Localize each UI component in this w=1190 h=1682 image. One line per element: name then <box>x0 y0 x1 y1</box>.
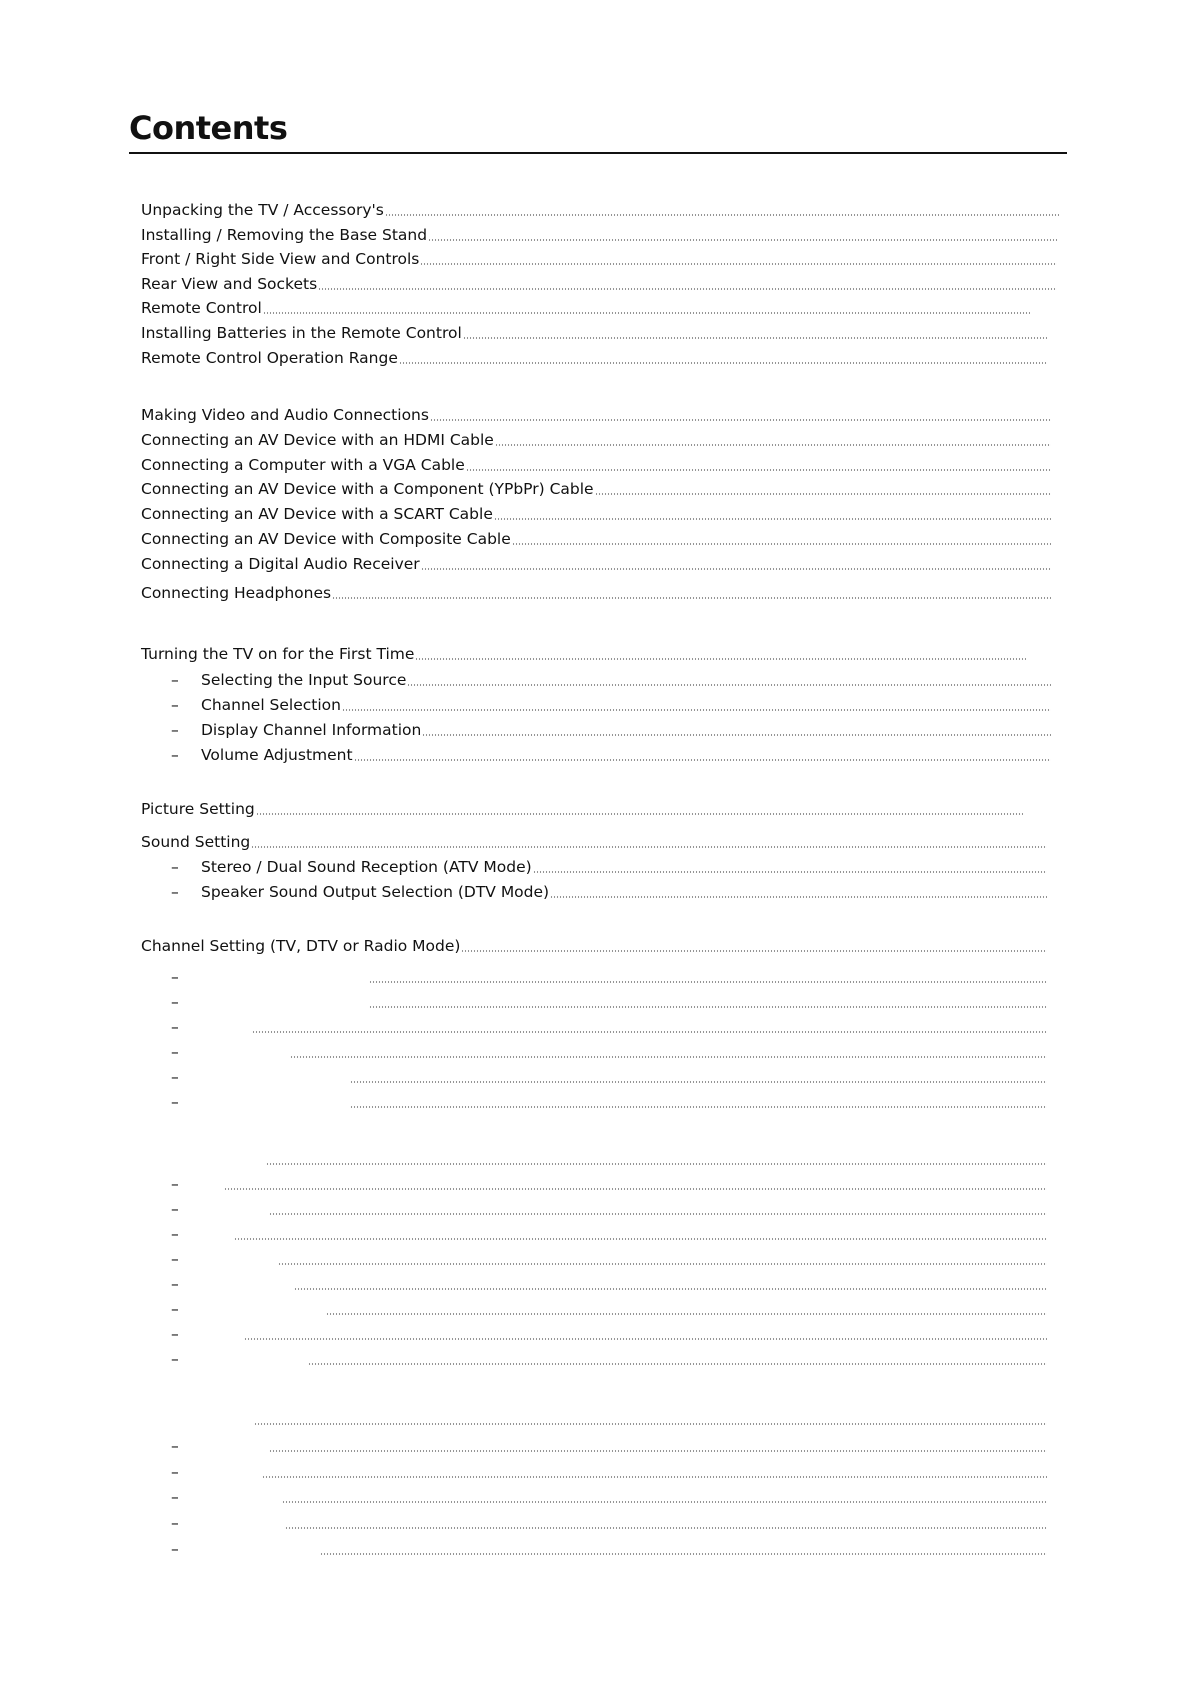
toc-entry-label: Remote Control <box>141 299 262 317</box>
toc-entry-dash: – <box>171 1300 179 1318</box>
page-title: Contents <box>129 109 288 147</box>
toc-entry <box>171 1038 1047 1062</box>
toc-entry-dash: – <box>171 993 179 1011</box>
toc-entry <box>171 963 1047 987</box>
toc-entry-dash: – <box>171 883 179 901</box>
toc-entry <box>171 1432 1047 1456</box>
dot-leader <box>495 443 1051 447</box>
toc-entry <box>171 1458 1047 1482</box>
dot-leader <box>466 468 1051 472</box>
dot-leader <box>244 1337 1047 1341</box>
dot-leader <box>269 1212 1047 1216</box>
dot-leader <box>254 1422 1047 1426</box>
toc-entry-dash: – <box>171 1093 179 1111</box>
dot-leader <box>326 1312 1047 1316</box>
dot-leader <box>350 1080 1047 1084</box>
toc-entry-label: Picture Setting <box>141 800 255 818</box>
toc-entry <box>171 1013 1047 1037</box>
toc-entry-label: Speaker Sound Output Selection (DTV Mode) <box>201 883 550 901</box>
dot-leader <box>251 845 1047 849</box>
dot-leader <box>369 980 1047 984</box>
dot-leader <box>262 1475 1047 1479</box>
dot-leader <box>461 949 1047 953</box>
toc-entry-label: Connecting a Computer with a VGA Cable <box>141 456 465 474</box>
dot-leader <box>385 213 1059 217</box>
toc-entry <box>171 1483 1047 1507</box>
toc-entry <box>141 795 1023 819</box>
dot-leader <box>463 336 1047 340</box>
toc-entry-label: Front / Right Side View and Controls <box>141 250 420 268</box>
toc-entry-dash: – <box>171 1275 179 1293</box>
toc-entry-label: Connecting an AV Device with a Component (YPbPr) Cable <box>141 480 594 498</box>
toc-entry-label: Unpacking the TV / Accessory's <box>141 201 384 219</box>
toc-entry <box>171 741 1051 765</box>
toc-entry <box>171 1245 1047 1269</box>
toc-entry <box>171 716 1051 740</box>
toc-entry-dash: – <box>171 1225 179 1243</box>
toc-entry <box>171 1535 1047 1559</box>
toc-entry-dash: – <box>171 1068 179 1086</box>
toc-entry <box>141 579 1051 603</box>
toc-entry-label: Remote Control Operation Range <box>141 349 398 367</box>
toc-entry-dash: – <box>171 1488 179 1506</box>
toc-entry-dash: – <box>171 1175 179 1193</box>
toc-entry-label: Connecting a Digital Audio Receiver <box>141 555 420 573</box>
toc-entry-label: Connecting an AV Device with a SCART Cable <box>141 505 493 523</box>
toc-entry <box>171 1063 1047 1087</box>
dot-leader <box>399 361 1047 365</box>
toc-entry-label: Installing Batteries in the Remote Control <box>141 324 462 342</box>
dot-leader <box>350 1105 1047 1109</box>
dot-leader <box>494 517 1051 521</box>
dot-leader <box>256 812 1023 816</box>
toc-entry-label: Installing / Removing the Base Stand <box>141 226 428 244</box>
toc-entry <box>171 1088 1047 1112</box>
dot-leader <box>407 683 1051 687</box>
toc-entry-dash: – <box>171 968 179 986</box>
toc-entry <box>171 1270 1047 1294</box>
toc-entry <box>141 426 1051 450</box>
toc-entry <box>171 878 1047 902</box>
toc-entry <box>141 451 1051 475</box>
toc-entry <box>171 1509 1047 1533</box>
toc-entry-dash: – <box>171 1514 179 1532</box>
toc-entry-label: Stereo / Dual Sound Reception (ATV Mode) <box>201 858 532 876</box>
toc-entry-label: Making Video and Audio Connections <box>141 406 429 424</box>
toc-entry-dash: – <box>171 671 179 689</box>
toc-entry-dash: – <box>171 1350 179 1368</box>
toc-entry <box>265 1145 1047 1169</box>
dot-leader <box>420 262 1057 266</box>
dot-leader <box>318 287 1057 291</box>
toc-entry <box>141 221 1057 245</box>
toc-entry <box>141 270 1057 294</box>
dot-leader <box>332 596 1051 600</box>
toc-entry-label: Sound Setting <box>141 833 251 851</box>
toc-entry-dash: – <box>171 746 179 764</box>
toc-entry <box>141 550 1051 574</box>
toc-entry <box>171 988 1047 1012</box>
toc-entry <box>253 1405 1047 1429</box>
toc-entry-label: Channel Selection <box>201 696 341 714</box>
dot-leader <box>294 1287 1047 1291</box>
toc-entry-dash: – <box>171 1463 179 1481</box>
toc-entry-dash: – <box>171 1043 179 1061</box>
dot-leader <box>234 1237 1047 1241</box>
toc-entry-dash: – <box>171 1200 179 1218</box>
toc-entry <box>141 640 1026 664</box>
dot-leader <box>422 733 1051 737</box>
toc-entry <box>171 1295 1047 1319</box>
dot-leader <box>421 567 1051 571</box>
toc-entry <box>141 294 1030 318</box>
dot-leader <box>320 1552 1047 1556</box>
toc-entry <box>171 1170 1047 1194</box>
toc-entry-label: Display Channel Information <box>201 721 422 739</box>
toc-entry <box>171 1320 1047 1344</box>
toc-entry-dash: – <box>171 1437 179 1455</box>
toc-entry-dash: – <box>171 721 179 739</box>
dot-leader <box>415 657 1026 661</box>
toc-entry-dash: – <box>171 1018 179 1036</box>
toc-entry-label: Rear View and Sockets <box>141 275 318 293</box>
toc-entry-label: Selecting the Input Source <box>201 671 407 689</box>
toc-entry-label: Connecting an AV Device with Composite Cable <box>141 530 511 548</box>
toc-entry <box>171 691 1051 715</box>
toc-entry <box>141 525 1051 549</box>
toc-entry <box>141 500 1051 524</box>
toc-entry-dash: – <box>171 1250 179 1268</box>
toc-entry <box>171 1195 1047 1219</box>
toc-entry <box>141 828 1047 852</box>
dot-leader <box>430 418 1051 422</box>
dot-leader <box>269 1449 1047 1453</box>
dot-leader <box>263 311 1030 315</box>
toc-entry <box>141 196 1059 220</box>
dot-leader <box>512 542 1051 546</box>
dot-leader <box>252 1030 1047 1034</box>
toc-entry-label: Turning the TV on for the First Time <box>141 645 415 663</box>
dot-leader <box>428 238 1057 242</box>
dot-leader <box>342 708 1051 712</box>
toc-entry-dash: – <box>171 858 179 876</box>
dot-leader <box>595 492 1051 496</box>
toc-entry <box>171 666 1051 690</box>
toc-entry-label: Connecting an AV Device with an HDMI Cable <box>141 431 494 449</box>
dot-leader <box>354 758 1051 762</box>
dot-leader <box>278 1262 1047 1266</box>
toc-entry-dash: – <box>171 696 179 714</box>
toc-entry <box>141 475 1051 499</box>
toc-entry <box>141 344 1047 368</box>
dot-leader <box>290 1055 1047 1059</box>
toc-entry <box>141 319 1047 343</box>
dot-leader <box>224 1187 1047 1191</box>
dot-leader <box>550 895 1047 899</box>
toc-entry-label: Volume Adjustment <box>201 746 353 764</box>
toc-entry <box>171 1345 1047 1369</box>
toc-entry <box>141 245 1057 269</box>
toc-entry <box>171 853 1047 877</box>
dot-leader <box>282 1500 1047 1504</box>
toc-entry-dash: – <box>171 1325 179 1343</box>
dot-leader <box>308 1362 1047 1366</box>
dot-leader <box>285 1526 1047 1530</box>
toc-entry-label: Connecting Headphones <box>141 584 332 602</box>
dot-leader <box>533 870 1047 874</box>
toc-entry <box>141 932 1047 956</box>
toc-entry-label: Channel Setting (TV, DTV or Radio Mode) <box>141 937 461 955</box>
dot-leader <box>369 1005 1047 1009</box>
toc-entry <box>171 1220 1047 1244</box>
toc-entry-dash: – <box>171 1540 179 1558</box>
toc-entry <box>141 401 1051 425</box>
dot-leader <box>266 1162 1047 1166</box>
